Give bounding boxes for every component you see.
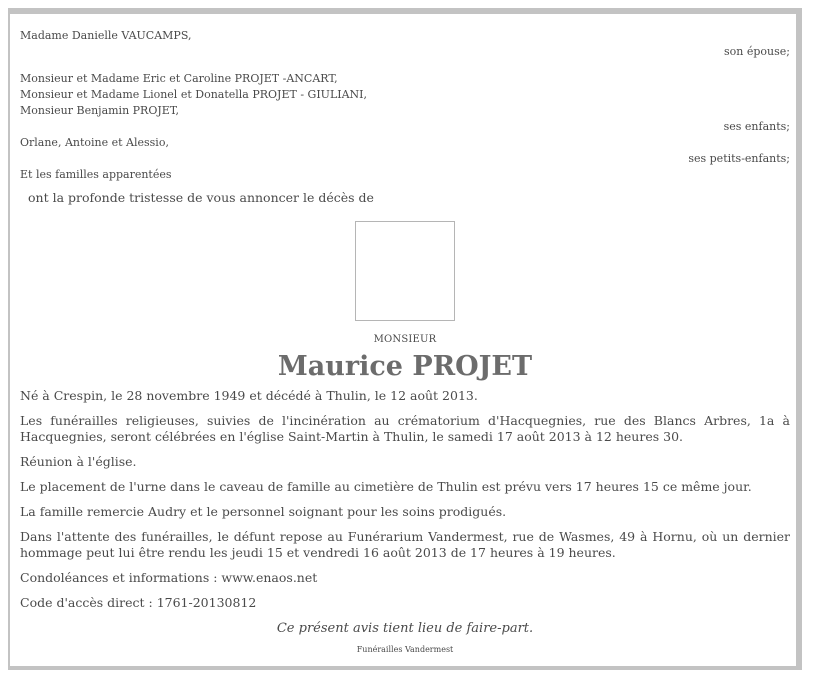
funeral-paragraph: Les funérailles religieuses, suivies de l'incinération au crématorium d'Hacquegnies, rue des Blancs Arbres, 1a à Hacquegnies, seront célébrées en l'église Saint-Martin à Thulin, le samedi 17 août 2013 à 12 heures 30. — [20, 413, 790, 444]
child-line: Monsieur et Madame Eric et Caroline PROJET -ANCART, — [20, 72, 338, 85]
birth-death-paragraph: Né à Crespin, le 28 novembre 1949 et décédé à Thulin, le 12 août 2013. — [20, 388, 478, 403]
thanks-paragraph: La famille remercie Audry et le personnel soignant pour les soins prodigués. — [20, 504, 507, 519]
closing-note: Ce présent avis tient lieu de faire-part. — [276, 621, 534, 636]
reunion-paragraph: Réunion à l'église. — [20, 454, 137, 469]
grandchildren-role: ses petits-enfants; — [688, 152, 790, 165]
grandchildren-names: Orlane, Antoine et Alessio, — [20, 136, 169, 149]
relatives-line: Et les familles apparentées — [20, 168, 172, 181]
access-code-paragraph: Code d'accès direct : 1761-20130812 — [20, 595, 257, 610]
child-line: Monsieur et Madame Lionel et Donatella PROJET - GIULIANI, — [20, 88, 368, 101]
child-line: Monsieur Benjamin PROJET, — [20, 104, 180, 117]
children-role: ses enfants; — [723, 120, 790, 133]
deceased-photo-placeholder — [355, 221, 455, 321]
announcement-intro: ont la profonde tristesse de vous annoncer le décès de — [28, 190, 374, 205]
spouse-name: Madame Danielle VAUCAMPS, — [20, 29, 192, 42]
condolences-paragraph: Condoléances et informations : www.enaos.net — [20, 570, 318, 585]
spouse-role: son épouse; — [724, 45, 790, 58]
urn-paragraph: Le placement de l'urne dans le caveau de famille au cimetière de Thulin est prévu vers 17 heures 15 ce même jour. — [20, 479, 752, 494]
deceased-title: MONSIEUR — [373, 334, 437, 345]
homage-paragraph: Dans l'attente des funérailles, le défunt repose au Funérarium Vandermest, rue de Wasmes, 49 à Hornu, où un dernier hommage peut lui être rendu les jeudi 15 et vendredi 16 août 2013 de 17 heures à 19 heures. — [20, 529, 790, 560]
notice-frame — [8, 8, 802, 670]
deceased-name: Maurice PROJET — [277, 351, 533, 382]
funeral-home-signature: Funérailles Vandermest — [356, 645, 454, 654]
notice-content — [20, 28, 790, 654]
